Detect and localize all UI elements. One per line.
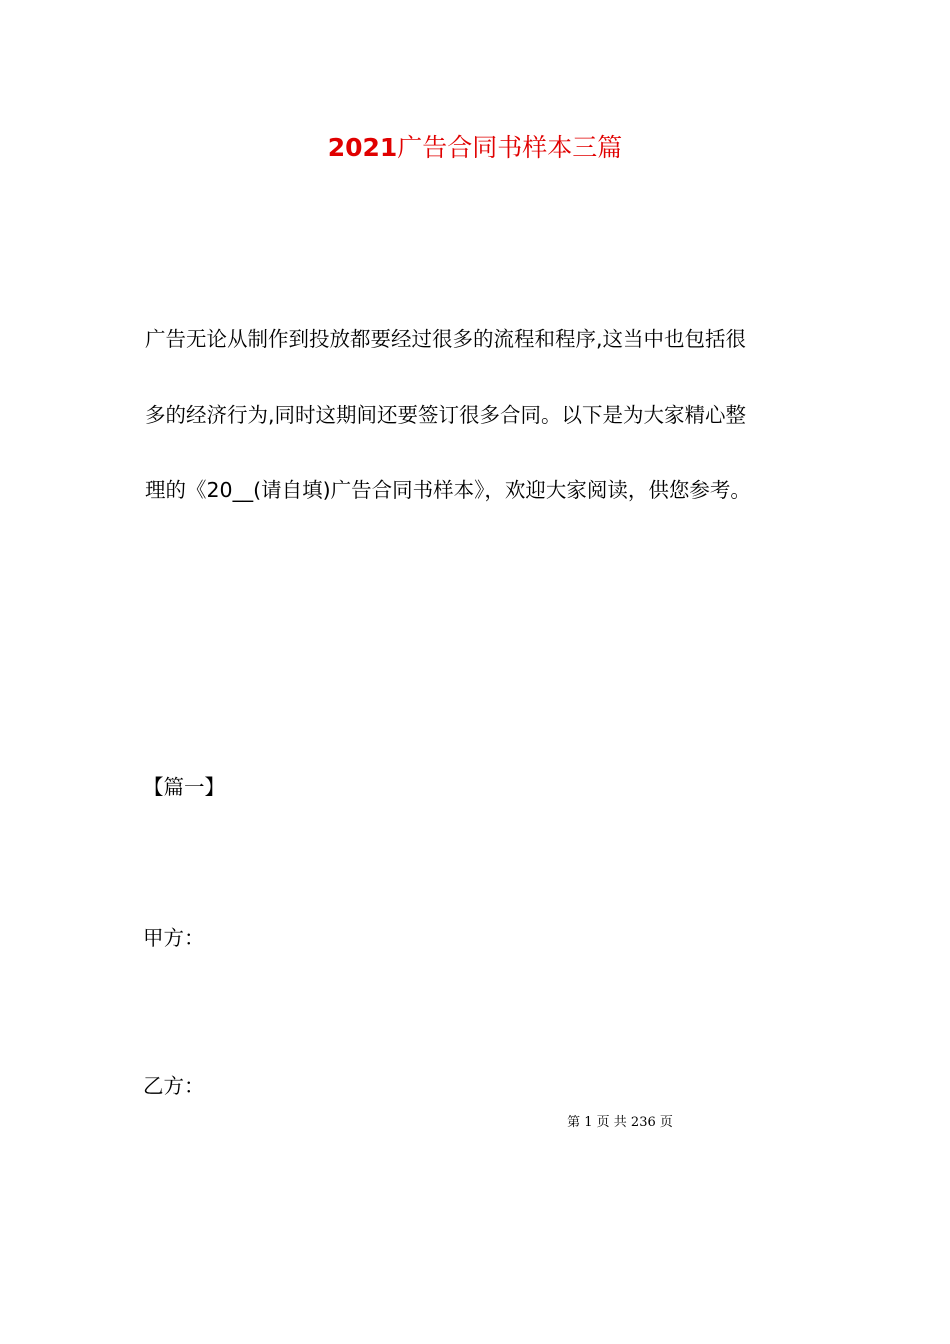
- title-year: 2021: [327, 133, 398, 162]
- intro-line-1: 广告无论从制作到投放都要经过很多的流程和程序,这当中也包括很: [145, 327, 747, 351]
- party-b-label: 乙方：: [143, 1074, 205, 1098]
- title-text: 广告合同书样本三篇: [397, 133, 623, 162]
- page-number: 第 1 页 共 236 页: [567, 1115, 673, 1130]
- intro-line-3: 理的《20__(请自填)广告合同书样本》，欢迎大家阅读，供您参考。: [145, 478, 751, 502]
- section-heading: 【篇一】: [143, 775, 225, 799]
- document-title: [0, 128, 950, 168]
- party-a-label: 甲方：: [143, 926, 205, 950]
- intro-line-2: 多的经济行为,同时这期间还要签订很多合同。以下是为大家精心整: [145, 403, 747, 427]
